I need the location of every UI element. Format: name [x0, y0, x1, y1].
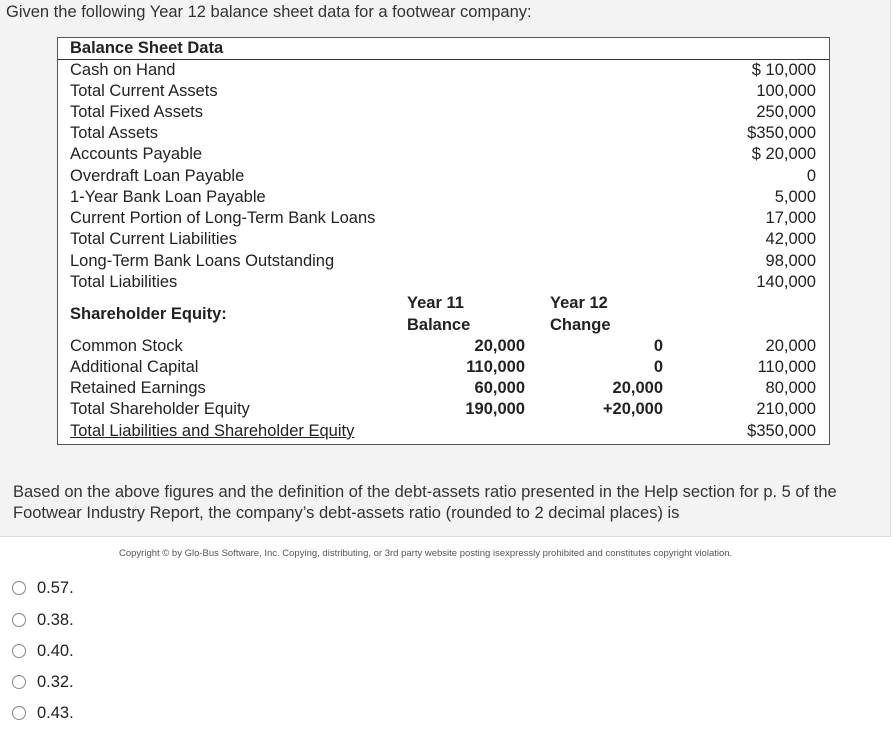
row-value: 140,000	[756, 273, 816, 291]
row-label: 1-Year Bank Loan Payable	[70, 188, 266, 206]
equity-change-value: 0	[653, 358, 663, 376]
answer-option[interactable]	[12, 641, 74, 661]
equity-y12-value: $350,000	[747, 422, 816, 440]
row-label: Total Current Assets	[70, 82, 218, 100]
equity-y11-value: 20,000	[474, 337, 525, 355]
answer-option-label: 0.43.	[37, 703, 74, 722]
answer-option[interactable]	[12, 703, 74, 723]
row-label: Total Assets	[70, 124, 159, 142]
answer-option-label: 0.40.	[37, 641, 74, 660]
row-value: $350,000	[747, 124, 816, 142]
answer-option[interactable]	[12, 672, 74, 692]
equity-change-value: 20,000	[612, 379, 663, 397]
row-value: 0	[806, 167, 816, 185]
equity-y12-value: 20,000	[765, 337, 816, 355]
col-year11-header: Balance	[407, 316, 471, 334]
question-prompt: Given the following Year 12 balance sheet data for a footwear company:	[6, 3, 532, 21]
equity-row-label: Additional Capital	[70, 358, 199, 376]
equity-row-label: Retained Earnings	[70, 379, 206, 397]
radio-button-icon[interactable]	[12, 706, 26, 720]
row-label: Total Fixed Assets	[70, 103, 203, 121]
row-value: $ 10,000	[751, 61, 816, 79]
answer-option[interactable]	[12, 578, 74, 598]
equity-change-value: +20,000	[602, 400, 663, 418]
equity-row-label: Total Shareholder Equity	[70, 400, 250, 418]
col-year11-header: Year 11	[407, 294, 464, 312]
answer-option-label: 0.38.	[37, 610, 74, 629]
radio-button-icon[interactable]	[12, 581, 26, 595]
col-year12-header: Year 12	[550, 294, 608, 312]
equity-y11-value: 190,000	[465, 400, 525, 418]
row-label: Accounts Payable	[70, 145, 203, 163]
row-value: 250,000	[756, 103, 816, 121]
equity-row-label: Total Liabilities and Shareholder Equity	[70, 422, 355, 440]
copyright-notice: Copyright © by Glo-Bus Software, Inc. Copying, distributing, or 3rd party website posting isexpressly prohibited and constitutes copyright violation.	[119, 548, 733, 559]
row-value: 98,000	[765, 252, 816, 270]
answer-option-label: 0.32.	[37, 672, 74, 691]
equity-change-value: 0	[653, 337, 663, 355]
radio-button-icon[interactable]	[12, 675, 26, 689]
equity-y12-value: 110,000	[757, 358, 816, 376]
balance-sheet-table	[57, 37, 830, 445]
equity-y12-value: 210,000	[756, 400, 816, 418]
row-value: $ 20,000	[751, 145, 816, 163]
row-value: 5,000	[774, 188, 816, 206]
radio-button-icon[interactable]	[12, 644, 26, 658]
answer-option[interactable]	[12, 610, 74, 630]
row-label: Current Portion of Long-Term Bank Loans	[70, 209, 376, 227]
row-value: 17,000	[765, 209, 816, 227]
row-label: Long-Term Bank Loans Outstanding	[70, 252, 335, 270]
radio-button-icon[interactable]	[12, 613, 26, 627]
row-value: 42,000	[765, 230, 816, 248]
answer-option-label: 0.57.	[37, 578, 74, 597]
row-label: Total Liabilities	[70, 273, 178, 291]
sheet-title: Balance Sheet Data	[70, 39, 224, 57]
row-value: 100,000	[756, 82, 816, 100]
question-body: Based on the above figures and the definition of the debt-assets ratio presented in the Help section for p. 5 of the Footwear Industry Report, the company’s debt-assets ratio (rounded to 2 decimal places) is	[13, 483, 837, 522]
equity-y11-value: 110,000	[466, 358, 525, 376]
col-year12-header: Change	[550, 316, 611, 334]
row-label: Overdraft Loan Payable	[70, 167, 245, 185]
equity-y11-value: 60,000	[474, 379, 525, 397]
equity-y12-value: 80,000	[765, 379, 816, 397]
row-label: Cash on Hand	[70, 61, 176, 79]
row-label: Total Current Liabilities	[70, 230, 237, 248]
equity-row-label: Common Stock	[70, 337, 183, 355]
equity-heading: Shareholder Equity:	[70, 305, 227, 323]
